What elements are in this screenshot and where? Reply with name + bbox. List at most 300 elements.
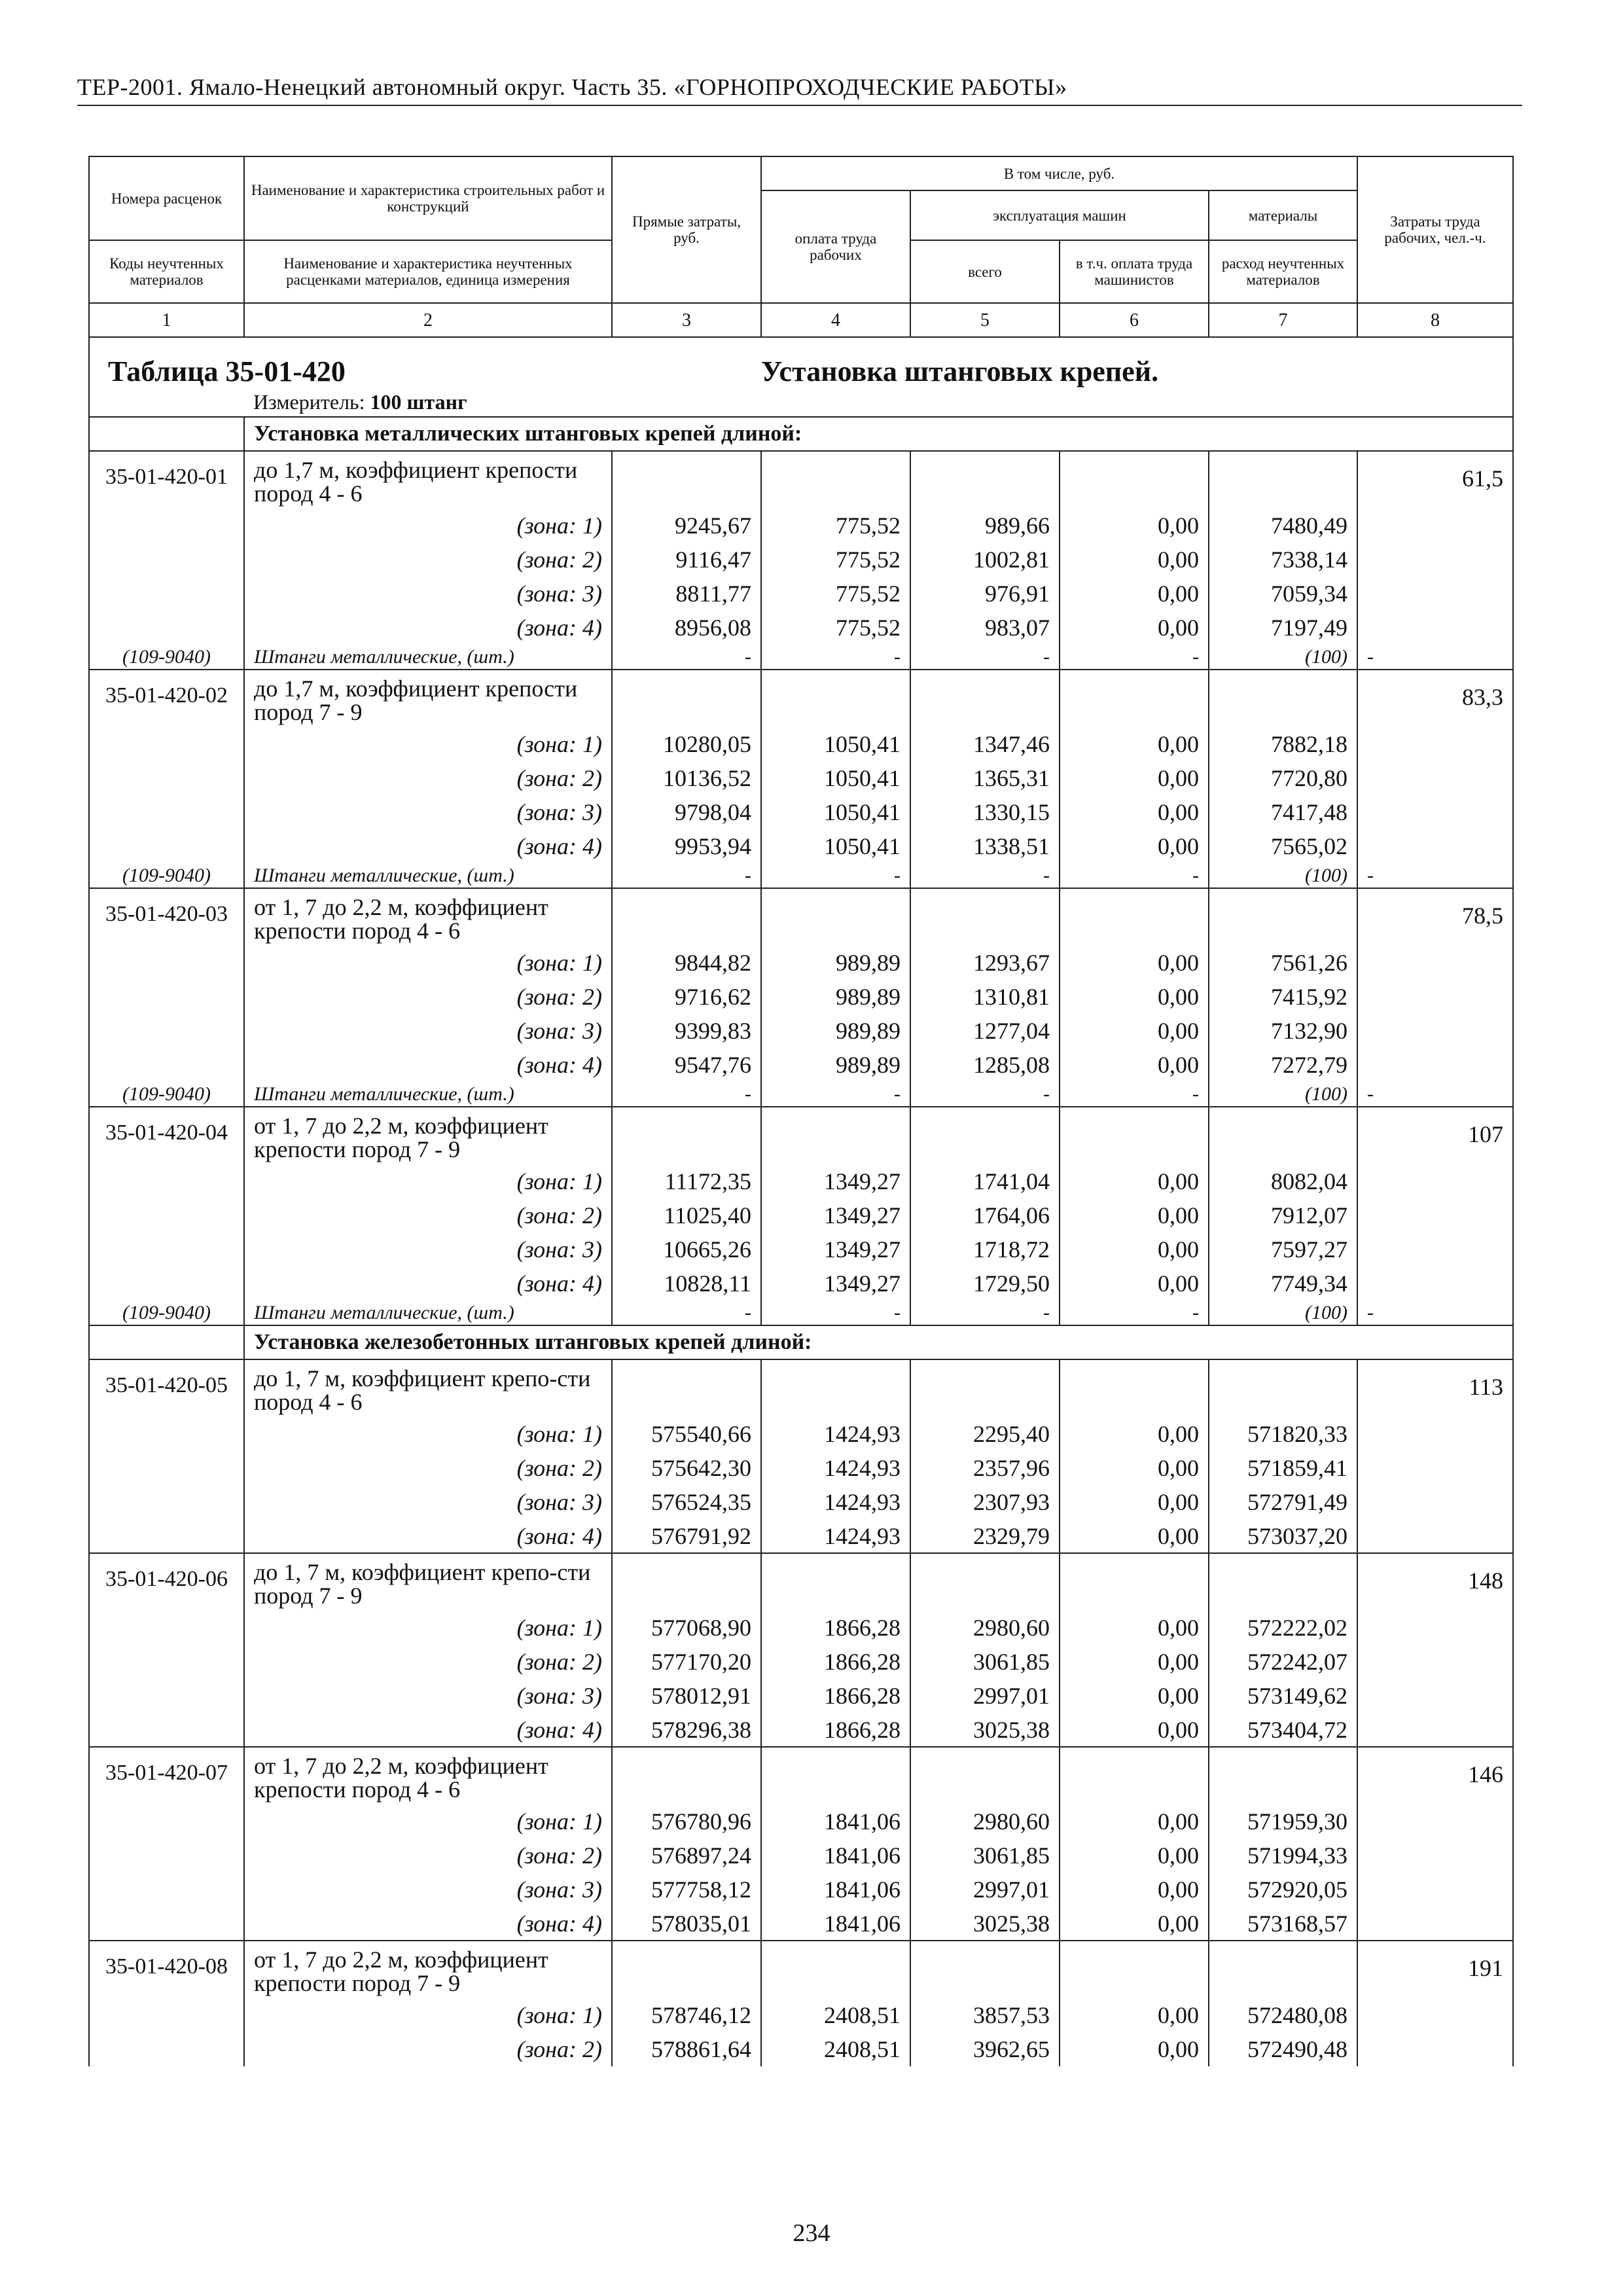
machinist-pay: 0,00: [1060, 1164, 1209, 1198]
zone-label: (зона: 3): [244, 1485, 612, 1519]
materials-cost: 7417,48: [1209, 795, 1357, 829]
material-dash: -: [1357, 645, 1513, 670]
page-number: 234: [793, 2219, 830, 2247]
materials-cost: 7132,90: [1209, 1014, 1357, 1048]
col-material-codes-header: Коды неучтенных материалов: [89, 240, 244, 303]
material-name: Штанги металлические, (шт.): [244, 863, 612, 888]
section-title: Установка железобетонных штанговых крепей длиной:: [244, 1325, 1513, 1359]
machinist-pay: 0,00: [1060, 1611, 1209, 1645]
direct-costs: 9953,94: [612, 829, 761, 863]
labor-hours: 61,5: [1357, 451, 1513, 509]
direct-costs: 11025,40: [612, 1198, 761, 1232]
rate-code: 35-01-420-07: [89, 1747, 244, 1804]
machinist-pay: 0,00: [1060, 1014, 1209, 1048]
col-material-names-header: Наименование и характеристика неучтенных расценками материалов, единица измерения: [244, 240, 612, 303]
materials-cost: 572222,02: [1209, 1611, 1357, 1645]
machinist-pay: 0,00: [1060, 761, 1209, 795]
zone-row: [89, 1417, 1513, 1451]
direct-costs: 578861,64: [612, 2032, 761, 2066]
direct-costs: 576897,24: [612, 1839, 761, 1873]
materials-cost: 572242,07: [1209, 1645, 1357, 1679]
zone-label: (зона: 2): [244, 2032, 612, 2066]
labor-pay: 1050,41: [761, 795, 910, 829]
material-dash: -: [612, 645, 761, 670]
materials-cost: 572791,49: [1209, 1485, 1357, 1519]
col-number: 3: [612, 303, 761, 337]
rate-item-row: [89, 1359, 1513, 1417]
machinist-pay: 0,00: [1060, 611, 1209, 645]
direct-costs: 9245,67: [612, 509, 761, 543]
table-caption-row: [89, 351, 1513, 388]
material-name: Штанги металлические, (шт.): [244, 1082, 612, 1107]
labor-pay: 2408,51: [761, 1998, 910, 2032]
zone-row: [89, 1451, 1513, 1485]
col-machinist-pay-header: в т.ч. оплата труда машинистов: [1060, 240, 1209, 303]
direct-costs: 8811,77: [612, 577, 761, 611]
rate-description: до 1, 7 м, коэффициент крепо-сти пород 4 - 6: [244, 1359, 612, 1417]
zone-label: (зона: 3): [244, 1679, 612, 1713]
machines-total: 2980,60: [910, 1611, 1060, 1645]
zone-row: [89, 543, 1513, 577]
zone-row: [89, 1232, 1513, 1266]
material-dash: -: [612, 1082, 761, 1107]
page-header-title: ТЕР-2001. Ямало-Ненецкий автономный округ. Часть 35. «ГОРНОПРОХОДЧЕСКИЕ РАБОТЫ»: [77, 74, 1067, 100]
zone-label: (зона: 3): [244, 1873, 612, 1907]
rate-table: [88, 156, 1514, 2066]
direct-costs: 9399,83: [612, 1014, 761, 1048]
materials-cost: 7197,49: [1209, 611, 1357, 645]
material-dash: -: [910, 863, 1060, 888]
zone-label: (зона: 1): [244, 1804, 612, 1839]
zone-row: [89, 795, 1513, 829]
labor-pay: 1424,93: [761, 1485, 910, 1519]
direct-costs: 9716,62: [612, 980, 761, 1014]
zone-label: (зона: 2): [244, 1198, 612, 1232]
material-row: [89, 1082, 1513, 1107]
material-row: [89, 863, 1513, 888]
machinist-pay: 0,00: [1060, 727, 1209, 761]
col-rate-number-header: Номера расценок: [89, 156, 244, 240]
materials-cost: 572480,08: [1209, 1998, 1357, 2032]
rate-code: 35-01-420-04: [89, 1107, 244, 1164]
machinist-pay: 0,00: [1060, 1804, 1209, 1839]
machines-total: 3962,65: [910, 2032, 1060, 2066]
labor-pay: 1050,41: [761, 727, 910, 761]
machinist-pay: 0,00: [1060, 1485, 1209, 1519]
zone-label: (зона: 2): [244, 761, 612, 795]
machines-total: 2329,79: [910, 1519, 1060, 1553]
labor-hours: 148: [1357, 1553, 1513, 1611]
direct-costs: 576791,92: [612, 1519, 761, 1553]
rate-code: 35-01-420-05: [89, 1359, 244, 1417]
labor-pay: 1866,28: [761, 1645, 910, 1679]
rate-item-row: [89, 888, 1513, 946]
material-dash: -: [910, 645, 1060, 670]
zone-row: [89, 946, 1513, 980]
labor-pay: 1349,27: [761, 1198, 910, 1232]
material-dash: -: [761, 1300, 910, 1325]
material-dash: -: [612, 1300, 761, 1325]
col-number: 7: [1209, 303, 1357, 337]
machinist-pay: 0,00: [1060, 2032, 1209, 2066]
labor-pay: 775,52: [761, 611, 910, 645]
zone-row: [89, 1198, 1513, 1232]
machinist-pay: 0,00: [1060, 1645, 1209, 1679]
labor-pay: 775,52: [761, 543, 910, 577]
machinist-pay: 0,00: [1060, 1048, 1209, 1082]
rate-code: 35-01-420-01: [89, 451, 244, 509]
machines-total: 2997,01: [910, 1873, 1060, 1907]
direct-costs: 578035,01: [612, 1907, 761, 1941]
machines-total: 3025,38: [910, 1713, 1060, 1747]
direct-costs: 576524,35: [612, 1485, 761, 1519]
col-number: 5: [910, 303, 1060, 337]
materials-cost: 571994,33: [1209, 1839, 1357, 1873]
rate-item-row: [89, 1553, 1513, 1611]
rate-code: 35-01-420-03: [89, 888, 244, 946]
machines-total: 3061,85: [910, 1839, 1060, 1873]
material-dash: -: [1060, 1082, 1209, 1107]
labor-pay: 1050,41: [761, 761, 910, 795]
zone-row: [89, 1804, 1513, 1839]
machinist-pay: 0,00: [1060, 1907, 1209, 1941]
material-quantity: (100): [1209, 1082, 1357, 1107]
col-labor-costs-header: Затраты труда рабочих, чел.-ч.: [1357, 156, 1513, 303]
col-materials-spent-header: расход неучтенных материалов: [1209, 240, 1357, 303]
material-dash: -: [1357, 863, 1513, 888]
zone-label: (зона: 3): [244, 577, 612, 611]
rate-description: от 1, 7 до 2,2 м, коэффициент крепости пород 4 - 6: [244, 888, 612, 946]
zone-label: (зона: 4): [244, 1713, 612, 1747]
machines-total: 1764,06: [910, 1198, 1060, 1232]
zone-label: (зона: 2): [244, 1839, 612, 1873]
material-dash: -: [761, 645, 910, 670]
direct-costs: 575540,66: [612, 1417, 761, 1451]
labor-pay: 1841,06: [761, 1804, 910, 1839]
labor-pay: 1349,27: [761, 1266, 910, 1300]
machines-total: 976,91: [910, 577, 1060, 611]
machinist-pay: 0,00: [1060, 980, 1209, 1014]
rate-code: 35-01-420-06: [89, 1553, 244, 1611]
machinist-pay: 0,00: [1060, 1232, 1209, 1266]
zone-row: [89, 1266, 1513, 1300]
zone-row: [89, 509, 1513, 543]
direct-costs: 9116,47: [612, 543, 761, 577]
machines-total: 1330,15: [910, 795, 1060, 829]
material-dash: -: [910, 1082, 1060, 1107]
col-including-header: В том числе, руб.: [761, 156, 1357, 190]
labor-pay: 1866,28: [761, 1679, 910, 1713]
labor-pay: 1841,06: [761, 1873, 910, 1907]
col-work-name-header: Наименование и характеристика строительных работ и конструкций: [244, 156, 612, 240]
direct-costs: 575642,30: [612, 1451, 761, 1485]
table-number: Таблица 35-01-420: [89, 351, 761, 388]
labor-pay: 1866,28: [761, 1713, 910, 1747]
material-dash: -: [761, 1082, 910, 1107]
zone-label: (зона: 1): [244, 509, 612, 543]
labor-pay: 1841,06: [761, 1907, 910, 1941]
labor-pay: 1424,93: [761, 1519, 910, 1553]
zone-label: (зона: 3): [244, 795, 612, 829]
material-quantity: (100): [1209, 1300, 1357, 1325]
labor-pay: 775,52: [761, 509, 910, 543]
labor-hours: 83,3: [1357, 670, 1513, 727]
materials-cost: 7597,27: [1209, 1232, 1357, 1266]
direct-costs: 577170,20: [612, 1645, 761, 1679]
zone-label: (зона: 2): [244, 980, 612, 1014]
col-machines-total-header: всего: [910, 240, 1060, 303]
zone-row: [89, 1998, 1513, 2032]
measure-row: [89, 388, 1513, 417]
zone-label: (зона: 4): [244, 1266, 612, 1300]
zone-row: [89, 1713, 1513, 1747]
direct-costs: 9844,82: [612, 946, 761, 980]
labor-pay: 1841,06: [761, 1839, 910, 1873]
zone-row: [89, 829, 1513, 863]
direct-costs: 577758,12: [612, 1873, 761, 1907]
zone-label: (зона: 4): [244, 829, 612, 863]
materials-cost: 7272,79: [1209, 1048, 1357, 1082]
rate-item-row: [89, 1107, 1513, 1164]
machinist-pay: 0,00: [1060, 577, 1209, 611]
machines-total: 1002,81: [910, 543, 1060, 577]
material-code: (109-9040): [89, 645, 244, 670]
material-dash: -: [1357, 1082, 1513, 1107]
labor-hours: 113: [1357, 1359, 1513, 1417]
labor-hours: 146: [1357, 1747, 1513, 1804]
machines-total: 1285,08: [910, 1048, 1060, 1082]
labor-pay: 775,52: [761, 577, 910, 611]
zone-label: (зона: 4): [244, 1907, 612, 1941]
labor-pay: 1866,28: [761, 1611, 910, 1645]
header-rule: [77, 105, 1522, 106]
machines-total: 2307,93: [910, 1485, 1060, 1519]
zone-label: (зона: 4): [244, 611, 612, 645]
materials-cost: 571959,30: [1209, 1804, 1357, 1839]
section-row: [89, 1325, 1513, 1359]
zone-row: [89, 1907, 1513, 1941]
machines-total: 3025,38: [910, 1907, 1060, 1941]
materials-cost: 8082,04: [1209, 1164, 1357, 1198]
material-dash: -: [1357, 1300, 1513, 1325]
machines-total: 2997,01: [910, 1679, 1060, 1713]
zone-row: [89, 761, 1513, 795]
table-title: Установка штанговых крепей.: [761, 351, 1513, 388]
direct-costs: 11172,35: [612, 1164, 761, 1198]
zone-row: [89, 1485, 1513, 1519]
zone-label: (зона: 4): [244, 1519, 612, 1553]
zone-label: (зона: 2): [244, 543, 612, 577]
machinist-pay: 0,00: [1060, 1451, 1209, 1485]
zone-label: (зона: 3): [244, 1232, 612, 1266]
rate-item-row: [89, 1747, 1513, 1804]
col-machines-header: эксплуатация машин: [910, 190, 1209, 240]
rate-description: от 1, 7 до 2,2 м, коэффициент крепости пород 4 - 6: [244, 1747, 612, 1804]
machines-total: 2980,60: [910, 1804, 1060, 1839]
zone-row: [89, 1679, 1513, 1713]
direct-costs: 577068,90: [612, 1611, 761, 1645]
machinist-pay: 0,00: [1060, 946, 1209, 980]
machinist-pay: 0,00: [1060, 1713, 1209, 1747]
zone-row: [89, 727, 1513, 761]
machinist-pay: 0,00: [1060, 1873, 1209, 1907]
section-title: Установка металлических штанговых крепей длиной:: [244, 417, 1513, 451]
machines-total: 1365,31: [910, 761, 1060, 795]
machines-total: 1729,50: [910, 1266, 1060, 1300]
materials-cost: 573168,57: [1209, 1907, 1357, 1941]
material-dash: -: [910, 1300, 1060, 1325]
labor-pay: 1424,93: [761, 1451, 910, 1485]
labor-pay: 1424,93: [761, 1417, 910, 1451]
rate-code: 35-01-420-08: [89, 1941, 244, 1998]
direct-costs: 9547,76: [612, 1048, 761, 1082]
labor-hours: 191: [1357, 1941, 1513, 1998]
machines-total: 983,07: [910, 611, 1060, 645]
machinist-pay: 0,00: [1060, 1519, 1209, 1553]
rate-description: от 1, 7 до 2,2 м, коэффициент крепости пород 7 - 9: [244, 1941, 612, 1998]
machines-total: 2295,40: [910, 1417, 1060, 1451]
machines-total: 1293,67: [910, 946, 1060, 980]
machinist-pay: 0,00: [1060, 1679, 1209, 1713]
zone-label: (зона: 1): [244, 1611, 612, 1645]
machinist-pay: 0,00: [1060, 1198, 1209, 1232]
zone-label: (зона: 1): [244, 946, 612, 980]
zone-row: [89, 1014, 1513, 1048]
materials-cost: 7749,34: [1209, 1266, 1357, 1300]
materials-cost: 7561,26: [1209, 946, 1357, 980]
table-body: [89, 337, 1513, 2066]
zone-row: [89, 1164, 1513, 1198]
rate-item-row: [89, 670, 1513, 727]
material-quantity: (100): [1209, 863, 1357, 888]
direct-costs: 576780,96: [612, 1804, 761, 1839]
col-number: 2: [244, 303, 612, 337]
labor-pay: 2408,51: [761, 2032, 910, 2066]
direct-costs: 578296,38: [612, 1713, 761, 1747]
materials-cost: 571820,33: [1209, 1417, 1357, 1451]
zone-label: (зона: 1): [244, 1417, 612, 1451]
zone-label: (зона: 1): [244, 1998, 612, 2032]
materials-cost: 7480,49: [1209, 509, 1357, 543]
materials-cost: 7059,34: [1209, 577, 1357, 611]
machines-total: 1347,46: [910, 727, 1060, 761]
zone-row: [89, 1839, 1513, 1873]
direct-costs: 578012,91: [612, 1679, 761, 1713]
rate-description: от 1, 7 до 2,2 м, коэффициент крепости пород 7 - 9: [244, 1107, 612, 1164]
measure-value: 100 штанг: [370, 390, 467, 414]
machinist-pay: 0,00: [1060, 795, 1209, 829]
rate-description: до 1,7 м, коэффициент крепости пород 7 - 9: [244, 670, 612, 727]
zone-label: (зона: 2): [244, 1645, 612, 1679]
material-dash: -: [1060, 1300, 1209, 1325]
labor-hours: 78,5: [1357, 888, 1513, 946]
materials-cost: 7882,18: [1209, 727, 1357, 761]
direct-costs: 8956,08: [612, 611, 761, 645]
rate-code: 35-01-420-02: [89, 670, 244, 727]
zone-label: (зона: 4): [244, 1048, 612, 1082]
materials-cost: 7720,80: [1209, 761, 1357, 795]
zone-row: [89, 1048, 1513, 1082]
zone-label: (зона: 1): [244, 1164, 612, 1198]
material-row: [89, 1300, 1513, 1325]
col-number: 4: [761, 303, 910, 337]
machinist-pay: 0,00: [1060, 1839, 1209, 1873]
materials-cost: 7912,07: [1209, 1198, 1357, 1232]
labor-pay: 1050,41: [761, 829, 910, 863]
rate-item-row: [89, 451, 1513, 509]
material-code: (109-9040): [89, 1082, 244, 1107]
machines-total: 1310,81: [910, 980, 1060, 1014]
col-number: 1: [89, 303, 244, 337]
zone-row: [89, 980, 1513, 1014]
rate-description: до 1, 7 м, коэффициент крепо-сти пород 7 - 9: [244, 1553, 612, 1611]
material-dash: -: [1060, 863, 1209, 888]
material-dash: -: [761, 863, 910, 888]
material-row: [89, 645, 1513, 670]
materials-cost: 7565,02: [1209, 829, 1357, 863]
zone-row: [89, 1519, 1513, 1553]
col-number: 6: [1060, 303, 1209, 337]
direct-costs: 9798,04: [612, 795, 761, 829]
machines-total: 3061,85: [910, 1645, 1060, 1679]
direct-costs: 578746,12: [612, 1998, 761, 2032]
machines-total: 3857,53: [910, 1998, 1060, 2032]
zone-row: [89, 2032, 1513, 2066]
material-code: (109-9040): [89, 1300, 244, 1325]
materials-cost: 572490,48: [1209, 2032, 1357, 2066]
materials-cost: 571859,41: [1209, 1451, 1357, 1485]
machinist-pay: 0,00: [1060, 829, 1209, 863]
machines-total: 1741,04: [910, 1164, 1060, 1198]
col-number: 8: [1357, 303, 1513, 337]
material-quantity: (100): [1209, 645, 1357, 670]
zone-row: [89, 1611, 1513, 1645]
material-name: Штанги металлические, (шт.): [244, 1300, 612, 1325]
zone-row: [89, 1873, 1513, 1907]
col-labor-pay-header: оплата труда рабочих: [761, 190, 910, 303]
machines-total: 1718,72: [910, 1232, 1060, 1266]
col-materials-header: материалы: [1209, 190, 1357, 240]
machinist-pay: 0,00: [1060, 1998, 1209, 2032]
material-dash: -: [1060, 645, 1209, 670]
col-direct-costs-header: Прямые затраты, руб.: [612, 156, 761, 303]
material-code: (109-9040): [89, 863, 244, 888]
materials-cost: 573404,72: [1209, 1713, 1357, 1747]
zone-row: [89, 1645, 1513, 1679]
direct-costs: 10828,11: [612, 1266, 761, 1300]
direct-costs: 10665,26: [612, 1232, 761, 1266]
machines-total: 1338,51: [910, 829, 1060, 863]
rate-description: до 1,7 м, коэффициент крепости пород 4 - 6: [244, 451, 612, 509]
labor-hours: 107: [1357, 1107, 1513, 1164]
direct-costs: 10136,52: [612, 761, 761, 795]
machinist-pay: 0,00: [1060, 509, 1209, 543]
labor-pay: 989,89: [761, 980, 910, 1014]
materials-cost: 7338,14: [1209, 543, 1357, 577]
materials-cost: 573037,20: [1209, 1519, 1357, 1553]
zone-row: [89, 577, 1513, 611]
labor-pay: 1349,27: [761, 1164, 910, 1198]
labor-pay: 989,89: [761, 946, 910, 980]
materials-cost: 572920,05: [1209, 1873, 1357, 1907]
table-header: [89, 156, 1513, 337]
labor-pay: 989,89: [761, 1014, 910, 1048]
machinist-pay: 0,00: [1060, 1417, 1209, 1451]
zone-row: [89, 611, 1513, 645]
machines-total: 1277,04: [910, 1014, 1060, 1048]
materials-cost: 573149,62: [1209, 1679, 1357, 1713]
materials-cost: 7415,92: [1209, 980, 1357, 1014]
